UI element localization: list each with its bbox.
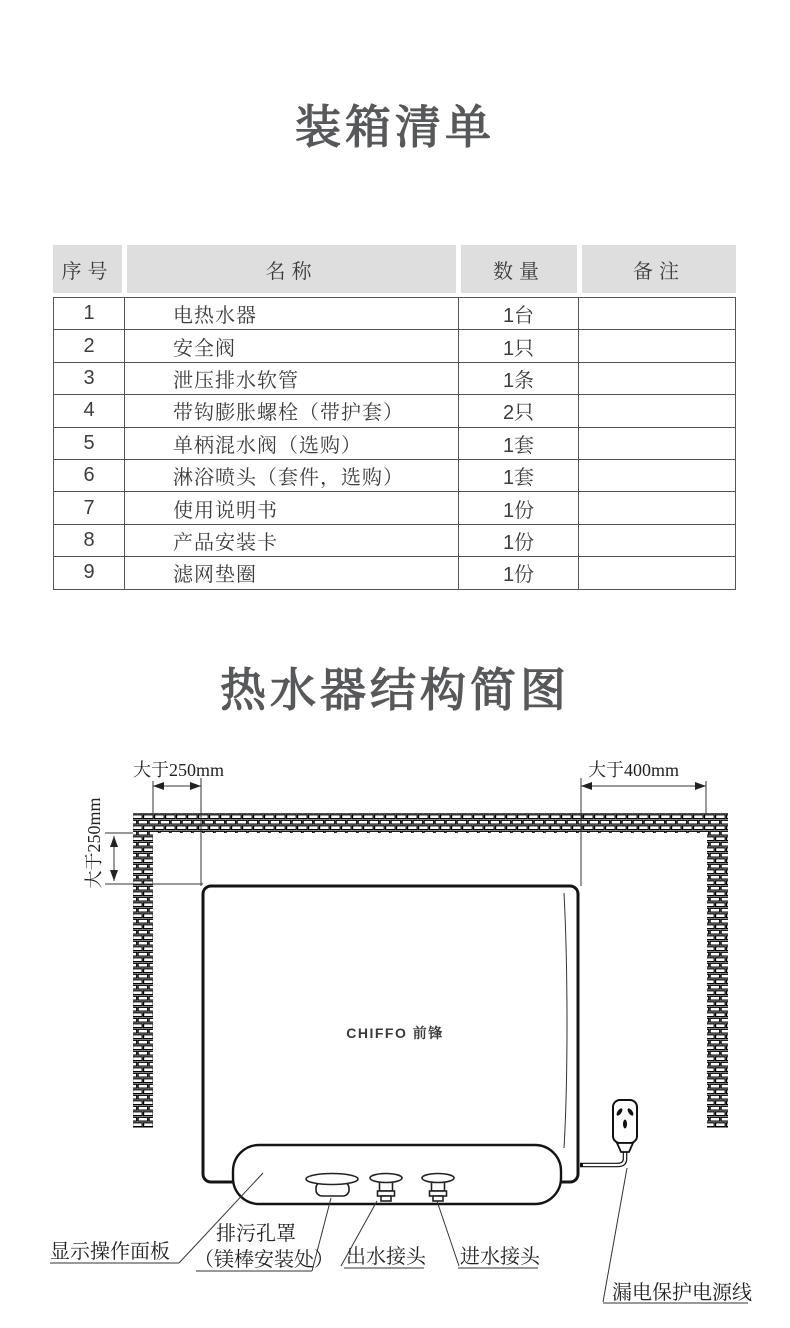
cell-name: 带钩膨胀螺栓（带护套） [125, 395, 459, 426]
label-drain-line1: 排污孔罩 [216, 1223, 296, 1245]
cell-name: 使用说明书 [125, 492, 459, 523]
cell-note [579, 525, 735, 556]
table-row [54, 330, 735, 362]
cell-qty: 1套 [459, 428, 579, 459]
table-header-row [53, 245, 736, 293]
table-row [54, 428, 735, 460]
diagram-title: 热水器结构简图 [220, 664, 570, 716]
cell-no: 7 [54, 492, 125, 523]
right-wall [707, 833, 728, 1128]
cell-qty: 2只 [459, 395, 579, 426]
cell-name: 安全阀 [125, 330, 459, 361]
cell-name: 单柄混水阀（选购） [125, 428, 459, 459]
cell-qty: 1份 [459, 492, 579, 523]
cell-name: 电热水器 [125, 298, 459, 329]
table-row [54, 298, 735, 330]
cell-name: 滤网垫圈 [125, 557, 459, 588]
cell-note [579, 298, 735, 329]
dim-label-top-left: 大于250mm [133, 760, 225, 780]
cell-no: 6 [54, 460, 125, 491]
cell-no: 9 [54, 557, 125, 588]
packing-table [53, 245, 736, 590]
cell-note [579, 492, 735, 523]
header-cell-no: 序号 [53, 245, 122, 293]
cell-no: 1 [54, 298, 125, 329]
cell-note [579, 395, 735, 426]
header-cell-name: 名称 [127, 245, 456, 293]
cell-name: 淋浴喷头（套件，选购） [125, 460, 459, 491]
cell-qty: 1份 [459, 525, 579, 556]
cell-qty: 1套 [459, 460, 579, 491]
table-row [54, 363, 735, 395]
dim-label-top-right: 大于400mm [588, 760, 680, 780]
table-row [54, 525, 735, 557]
cell-note [579, 363, 735, 394]
cell-qty: 1只 [459, 330, 579, 361]
cell-qty: 1份 [459, 557, 579, 588]
ceiling-wall [133, 813, 728, 833]
dim-label-left-vertical: 大于250mm [84, 797, 104, 889]
cell-qty: 1台 [459, 298, 579, 329]
label-power-cord: 漏电保护电源线 [612, 1282, 752, 1304]
table-row [54, 395, 735, 427]
header-cell-qty: 数量 [461, 245, 577, 293]
cell-no: 3 [54, 363, 125, 394]
power-plug [613, 1100, 637, 1152]
packing-list-title: 装箱清单 [295, 101, 495, 153]
heater-structure-diagram [0, 745, 790, 1328]
cell-name: 产品安装卡 [125, 525, 459, 556]
cell-note [579, 557, 735, 588]
cell-note [579, 330, 735, 361]
table-body [53, 297, 736, 590]
left-wall [133, 833, 153, 1128]
label-inlet: 进水接头 [460, 1246, 540, 1268]
cell-no: 5 [54, 428, 125, 459]
label-drain-line2: （镁棒安装处） [194, 1249, 334, 1271]
cell-no: 8 [54, 525, 125, 556]
cell-no: 4 [54, 395, 125, 426]
table-row [54, 492, 735, 524]
label-outlet: 出水接头 [346, 1246, 426, 1268]
cell-name: 泄压排水软管 [125, 363, 459, 394]
cell-qty: 1条 [459, 363, 579, 394]
brand-logo: CHIFFO 前锋 [346, 1025, 444, 1041]
table-row [54, 557, 735, 589]
table-row [54, 460, 735, 492]
cell-no: 2 [54, 330, 125, 361]
cell-note [579, 460, 735, 491]
cell-note [579, 428, 735, 459]
power-cord [580, 1152, 625, 1165]
header-cell-note: 备注 [582, 245, 736, 293]
label-display-panel: 显示操作面板 [50, 1241, 170, 1263]
